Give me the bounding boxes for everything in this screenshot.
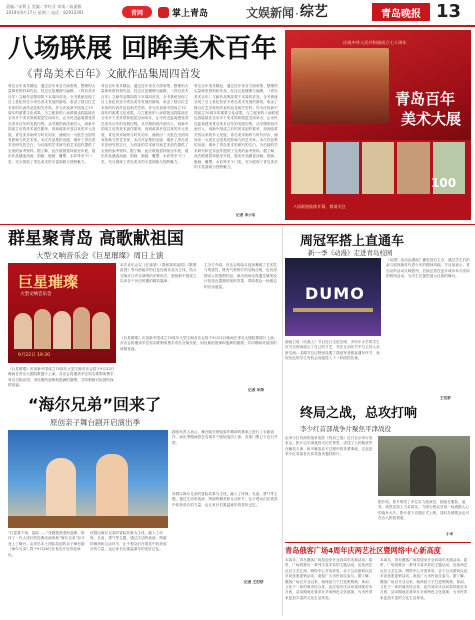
promo-thumb (291, 142, 323, 194)
concert-col4: 《巨星璀璨》庆祝新中国成立70周年大型文响音乐会将于9月22日晚间在青岛大剧院歌剧厅上演。音乐会将邀请多位知名歌唱家携手青岛交响乐团，用经典的旋律和饱满的激情，共同唱响对祖国的深情祝福。 (120, 336, 278, 351)
divider-bottom (285, 542, 471, 543)
fans-photo (8, 430, 168, 528)
section-label: 文娱新闻 (246, 6, 295, 20)
concert-byline: 记者 米舜 (248, 388, 264, 392)
concert-headline: 群星聚青岛 高歌献祖国 (8, 229, 184, 249)
paper-name: 青岛晚报 (381, 8, 421, 20)
divider-top (0, 224, 475, 225)
masthead-rule (0, 25, 475, 27)
promo-badge: 100 (431, 176, 457, 190)
music-photo (378, 436, 470, 496)
music-col2: 据介绍，影片集结了多位实力派演员，剧组在服装、道具、场景还原上力求真实，力图为观众呈现一场震撼人心的战争大片。影片将于近期正式上映，届时岛城观众也可在各大影院观看。 (378, 500, 470, 521)
bottom-body-col2: 本周末，青岛俄客广场将迎来开业四周年庆典活动。届时，广场将推出一系列丰富多彩的主题活动，包括两艺社区文艺汇演、网络中心开放体验、亲子互动游戏以及多项优惠促销活动，欢迎广大市民前往参与。据了解，俄客广场自开业以来，始终致力于打造集购物、休闲、文化于一体的城市综合体，此次周年庆活动将持续至本月底，活动期间还将举办多场特色文化展演，为市民带来更加丰富的文化生活体验。 (380, 558, 468, 600)
concert-col3: 主办方介绍，音乐会的曲目选择兼顾了艺术性与观赏性，既有气势恢宏的交响合唱，也有深情动人的独唱作品，演出现场还将通过舞美设计营造出震撼的视听效果，带给观众一场难忘的音乐盛宴。 (204, 263, 277, 289)
fans-col3: 剧组负责人表示，舞台剧在保留原作精神的基础上进行了全新创作，演出季期间将在岛城多个剧场巡回上演，首演门票已于近日开售。 (172, 430, 278, 445)
masthead-editors: 责编／宋利玉 美编／李红芬 审读／戚丽雅 (6, 4, 82, 9)
fans-character-left (46, 458, 76, 518)
promo-thumb (326, 142, 358, 194)
film-poster-brand: DUMO (305, 284, 365, 303)
app-icon (158, 7, 169, 18)
column-divider (282, 226, 283, 616)
app-logo (158, 5, 222, 19)
poster-subtitle: 大型文响音乐会 (20, 292, 52, 297)
promo-mural (291, 48, 389, 124)
performer-photo (73, 307, 91, 349)
section-title (246, 3, 328, 21)
film-subheadline: 新一季《动漫》走进青岛校园 (308, 249, 393, 257)
concert-poster (8, 263, 116, 363)
poster-date: 9月22日 19:30 (18, 353, 50, 358)
music-byline: 小米 (446, 532, 454, 536)
masthead-date: 2019年9月17日 星期二 电话：82933391 (6, 10, 85, 15)
section-name: 综艺 (299, 4, 328, 20)
fans-stage (8, 516, 168, 528)
music-col1: 由李少红导演的战争电影《终局之战》近日在京举行发布会。影片以平津战役为历史背景，讲述了人民解放军在解放天津、和平解放北平过程中的英勇事迹，这也是李少红导演首次执导战争题材影片。 (285, 436, 373, 457)
lead-subheadline: 《青岛美术百年》文献作品集周四首发 (22, 68, 201, 80)
fans-col2: 该剧以海尔兄弟的冒险故事为主线，融入了环保、友谊、勇气等主题，通过生动的表演、绚丽的舞美和互动环节，让小观众们在欢笑中收获成长的力量，也让家长们重温童年的美好记忆。 (90, 531, 167, 552)
lead-body-col3: 青岛百年美术精品，通过近年来各方面收集、整理的大量珍贵资料和作品，经过反复梳理与编辑，《青岛美术百年》文献作品集即将于本周四首发。全书系统呈现了自上世纪初至今青岛美术发展的脉络，收录了数百位艺术家的代表作品及相关史料。作为庆祝新中国成立70周年的重要文化成果，与之配套的八场联展也将陆续在全市多个美术馆和展览空间举办，让市民近距离感受青岛美术百年的发展历程。从早期的西洋画引入，到新中国成立后的美术创作繁荣，再到改革开放以来的多元发展，青岛美术始终与时代同步，涌现出一大批在全国具有影响力的艺术家。本次作品集的出版，填补了青岛美术史研究的空白，为后续的学术研究和艺术创作提供了宝贵的参考资料。据了解，此次联展将持续至年底，展出作品涵盖油画、国画、版画、雕塑、水彩等多个门类，充分展现了青岛美术的丰富面貌与独特魅力。 (194, 84, 279, 170)
fans-headline: “海尔兄弟”回来了 (28, 395, 162, 414)
music-headline: 终局之战，总攻打响 (300, 406, 418, 421)
film-headline (300, 229, 404, 249)
performer-photo (34, 309, 52, 349)
fans-col4: 该剧以海尔兄弟的冒险故事为主线，融入了环保、友谊、勇气等主题，通过生动的表演、绚丽的舞美和互动环节，让小观众们在欢笑中收获成长的力量，也让家长们重温童年的美好记忆。 (172, 492, 278, 507)
promo-top-text: 庆祝中华人民共和国成立七十周年 (343, 40, 407, 45)
music-subheadline: 李少红首部战争片聚焦平津战役 (300, 425, 391, 433)
film-col1: 湖南卫视《动漫人》节目近日走进岛城，多所中小学的学生在节目现场展示了自己的才艺，并在互动环节中与主持人亲密交流。本期节目还特别设置了周冠军晋级直通车环节，表现出色的学生有机会直接进入下一阶段的比赛。 (285, 340, 380, 361)
paper-name-block (372, 3, 430, 21)
film-photo (285, 258, 381, 336)
poster-title: 巨星璀璨 (18, 273, 79, 291)
section-dot: · (295, 7, 299, 21)
lead-byline: 记者 李小东 (236, 213, 256, 217)
concert-col1: 《巨星璀璨》庆祝新中国成立70周年大型文响音乐会将于9月22日晚间在青岛大剧院歌剧厅上演。音乐会将邀请多位知名歌唱家携手青岛交响乐团，用经典的旋律和饱满的激情，共同唱响对祖国的深情祝福。 (8, 367, 115, 388)
bottom-body-col1: 本周末，青岛俄客广场将迎来开业四周年庆典活动。届时，广场将推出一系列丰富多彩的主题活动，包括两艺社区文艺汇演、网络中心开放体验、亲子互动游戏以及多项优惠促销活动，欢迎广大市民前往参与。据了解，俄客广场自开业以来，始终致力于打造集购物、休闲、文化于一体的城市综合体，此次周年庆活动将持续至本月底，活动期间还将举办多场特色文化展演，为市民带来更加丰富的文化生活体验。 (285, 558, 373, 600)
promo-thumb (362, 142, 394, 194)
promo-title-1: 青岛百年 (395, 90, 456, 108)
concert-subheadline: 大型文响音乐会《巨星璀璨》周日上演 (36, 251, 164, 260)
lead-headline: 八场联展 回眸美术百年 (8, 34, 278, 64)
poster-performers (14, 305, 110, 349)
lead-body-col1: 青岛百年美术精品，通过近年来各方面收集、整理的大量珍贵资料和作品，经过反复梳理与编辑，《青岛美术百年》文献作品集即将于本周四首发。全书系统呈现了自上世纪初至今青岛美术发展的脉络，收录了数百位艺术家的代表作品及相关史料。作为庆祝新中国成立70周年的重要文化成果，与之配套的八场联展也将陆续在全市多个美术馆和展览空间举办，让市民近距离感受青岛美术百年的发展历程。从早期的西洋画引入，到新中国成立后的美术创作繁荣，再到改革开放以来的多元发展，青岛美术始终与时代同步，涌现出一大批在全国具有影响力的艺术家。本次作品集的出版，填补了青岛美术史研究的空白，为后续的学术研究和艺术创作提供了宝贵的参考资料。据了解，此次联展将持续至年底，展出作品涵盖油画、国画、版画、雕塑、水彩等多个门类，充分展现了青岛美术的丰富面貌与独特魅力。 (8, 84, 96, 164)
film-kicker: 周冠军搭上直通车 (300, 233, 405, 249)
fans-subheadline: 原创亲子舞台剧开启演出季 (50, 418, 140, 427)
fans-character-right (96, 454, 128, 518)
lead-body-col2: 青岛百年美术精品，通过近年来各方面收集、整理的大量珍贵资料和作品，经过反复梳理与编辑，《青岛美术百年》文献作品集即将于本周四首发。全书系统呈现了自上世纪初至今青岛美术发展的脉络，收录了数百位艺术家的代表作品及相关史料。作为庆祝新中国成立70周年的重要文化成果，与之配套的八场联展也将陆续在全市多个美术馆和展览空间举办，让市民近距离感受青岛美术百年的发展历程。从早期的西洋画引入，到新中国成立后的美术创作繁荣，再到改革开放以来的多元发展，青岛美术始终与时代同步，涌现出一大批在全国具有影响力的艺术家。本次作品集的出版，填补了青岛美术史研究的空白，为后续的学术研究和艺术创作提供了宝贵的参考资料。据了解，此次联展将持续至年底，展出作品涵盖油画、国画、版画、雕塑、水彩等多个门类，充分展现了青岛美术的丰富面貌与独特魅力。 (101, 84, 189, 164)
performer-photo (53, 311, 71, 349)
film-col2: 《动漫》活动由湖南广播电视台主办，通过学生们的参与展现新时代青少年的精神风貌。节目组表示，青岛站的活动反响热烈，后续还将在更多城市举办类似的校园活动，为学生们提供展示自我的舞台。 (386, 258, 470, 279)
promo-panel (285, 30, 471, 220)
promo-thumb (397, 142, 429, 194)
bottom-headline: 青岛俄客广场4周年庆两艺社区暨网络中心新高度 (285, 546, 441, 555)
film-light-beam (293, 308, 373, 312)
performer-photo (92, 312, 110, 349)
fans-byline: 记者 王衍舒 (244, 580, 264, 584)
promo-title-2: 美术大展 (401, 110, 462, 128)
performer-photo (14, 313, 32, 349)
music-photo-figure (410, 446, 436, 496)
qingwang-logo (122, 6, 152, 18)
promo-footer: 八场联展陆续开幕，敬请关注 (293, 204, 346, 209)
masthead (0, 0, 475, 30)
qingwang-logo-text: 青网 (130, 9, 143, 17)
app-logo-text: 掌上青岛 (172, 8, 209, 19)
concert-col2: 本次音乐会以《红旗颂》《我和我的祖国》《歌唱祖国》等耳熟能详的红色经典作品为主线，结合交响乐与声乐演唱的多种形式，展现新中国成立以来各个历史时期的精彩篇章。 (120, 263, 197, 284)
page-number: 13 (436, 1, 462, 22)
film-byline: 王衍舒 (440, 396, 451, 400)
fans-col1: “打雷要下雨，雷欧……”伴随着熟悉的旋律，陪伴了一代人成长的经典动画形象“海尔兄弟”如今登上了舞台。由青岛本土团队原创的亲子舞台剧《海尔兄弟》将于9月28日在青岛开启首轮演出。 (8, 531, 85, 557)
